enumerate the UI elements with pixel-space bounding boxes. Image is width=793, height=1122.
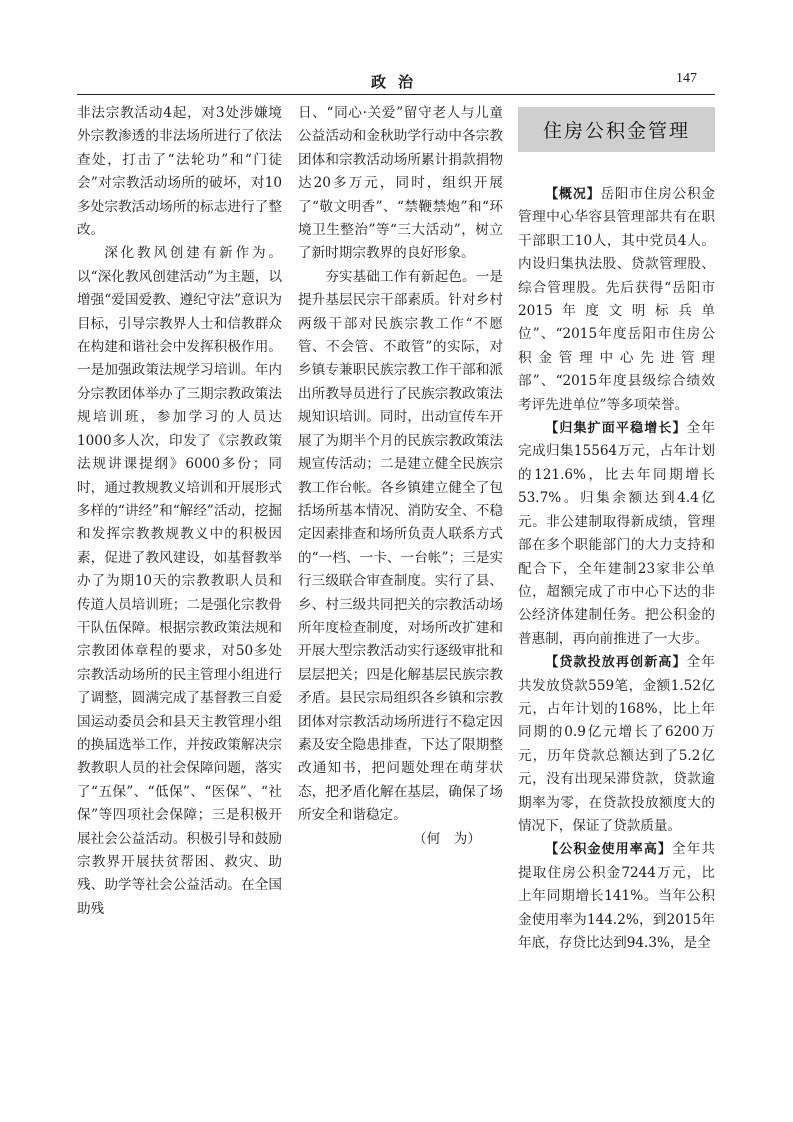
item-heading: 【公积金使用率高】 bbox=[545, 842, 673, 858]
item-text: 岳阳市住房公积金管理中心华容县管理部共有在职干部职工10人，其中党员4人。内设归集执法股、贷款管理股、综合管理股。先后获得“岳阳市2015年度文明标兵单位”、“2015年度岳阳市住房公积金管理中心先进管理部”、“2015年度县级综合绩效考评先进单位”等多项荣誉。 bbox=[518, 186, 715, 413]
header-rule bbox=[77, 94, 715, 95]
item-heading: 【概况】 bbox=[545, 187, 601, 202]
item-heading: 【归集扩面平稳增长】 bbox=[545, 421, 687, 437]
section-item bbox=[518, 838, 715, 955]
paragraph: 夯实基础工作有新起色。一是提升基层民宗干部素质。针对乡村两级干部对民族宗教工作“不愿管、不会管、不敢管”的实际，对乡镇专兼职民族宗教工作干部和派出所教导员进行了民族宗教政策法规知识培训。同时，出动宣传车开展了为期半个月的民族宗教政策法规宣传活动；二是建立健全民族宗教工作台帐。各乡镇建立健全了包括场所基本情况、消防安全、不稳定因素排查和场所负责人联系方式的“一档、一卡、一台帐”；三是实行三级联合审查制度。实行了县、乡、村三级共同把关的宗教活动场所年度检查制度，对场所改扩建和开展大型宗教活动实行逐级审批和层层把关；四是化解基层民族宗教矛盾。县民宗局组织各乡镇和宗教团体对宗教活动场所进行不稳定因素及安全隐患排查，下达了限期整改通知书，把问题处理在萌芽状态，把矛盾化解在基层，确保了场所安全和谐稳定。 bbox=[298, 268, 503, 824]
paragraph: 深化教风创建有新作为。以“深化教风创建活动”为主题，以增强“爱国爱教、遵纪守法”意识为目标，引导宗教界人士和信教群众在构建和谐社会中发挥积极作用。一是加强政策法规学习培训。年内分宗教团体举办了三期宗教政策法规培训班，参加学习的人员达1000多人次，印发了《宗教政策法规讲课提纲》6000多份；同时，通过教规教义培训和开展形式多样的“讲经”和“解经”活动，挖掘和发挥宗教教规教义中的积极因素，促进了教风建设，如基督教举办了为期10天的宗教教职人员和传道人员培训班；二是强化宗教骨干队伍保障。根据宗教政策法规和宗教团体章程的要求，对50多处宗教活动场所的民主管理小组进行了调整，圆满完成了基督教三自爱国运动委员会和县天主教管理小组的换届选举工作，并按政策解决宗教教职人员的社会保障问题，落实了“五保”、“低保”、“医保”、“社保”等四项社会保障；三是积极开展社会公益活动。积极引导和鼓励宗教界开展扶贫帮困、救灾、助残、助学等社会公益活动。在全国助残 bbox=[77, 245, 282, 917]
page-header-title: 政治 bbox=[371, 73, 426, 91]
column-1 bbox=[77, 102, 282, 921]
paragraph: 日、“同心·关爱”留守老人与儿童公益活动和金秋助学行动中各宗教团体和宗教活动场所累计捐款捐物达20多万元，同时，组织开展了“敬文明香”、“禁鞭禁炮”和“环境卫生整治”等“三大活动”，树立了新时期宗教界的良好形象。 bbox=[298, 105, 503, 262]
column-2 bbox=[298, 102, 503, 851]
item-text: 全年共提取住房公积金7244万元，比上年同期增长141%。当年公积金使用率为144.2%，到2015年年底，存贷比达到94.3%，是全 bbox=[518, 841, 715, 951]
page-number: 147 bbox=[676, 71, 697, 86]
item-heading: 【贷款投放再创新高】 bbox=[545, 655, 687, 671]
item-text: 全年完成归集15564万元，占年计划的121.6%，比去年同期增长53.7%。归集余额达到4.4亿元。非公建制取得新成绩，管理部在多个职能部门的大力支持和配合下，全年建制23家非公单位，超额完成了市中心下达的非公经济体建制任务。把公积金的普惠制，再向前推进了一大步。 bbox=[518, 420, 715, 647]
section-item bbox=[518, 651, 715, 838]
section-title-banner: 住房公积金管理 bbox=[518, 107, 715, 152]
section-item bbox=[518, 183, 715, 417]
column-3 bbox=[518, 183, 715, 955]
item-text: 全年共发放贷款559笔，金额1.52亿元，占年计划的168%，比上年同期的0.9亿元增长了6200万元，历年贷款总额达到了5.2亿元，没有出现呆滞贷款，贷款逾期率为零，在贷款投放额度大的情况下，保证了贷款质量。 bbox=[518, 654, 715, 834]
section-item bbox=[518, 417, 715, 651]
paragraph: 非法宗教活动4起，对3处涉嫌境外宗教渗透的非法场所进行了依法查处，打击了“法轮功”和“门徒会”对宗教活动场所的破坏，对10多处宗教活动场所的标志进行了整改。 bbox=[77, 105, 282, 239]
author-signature: （何 为） bbox=[413, 830, 481, 847]
